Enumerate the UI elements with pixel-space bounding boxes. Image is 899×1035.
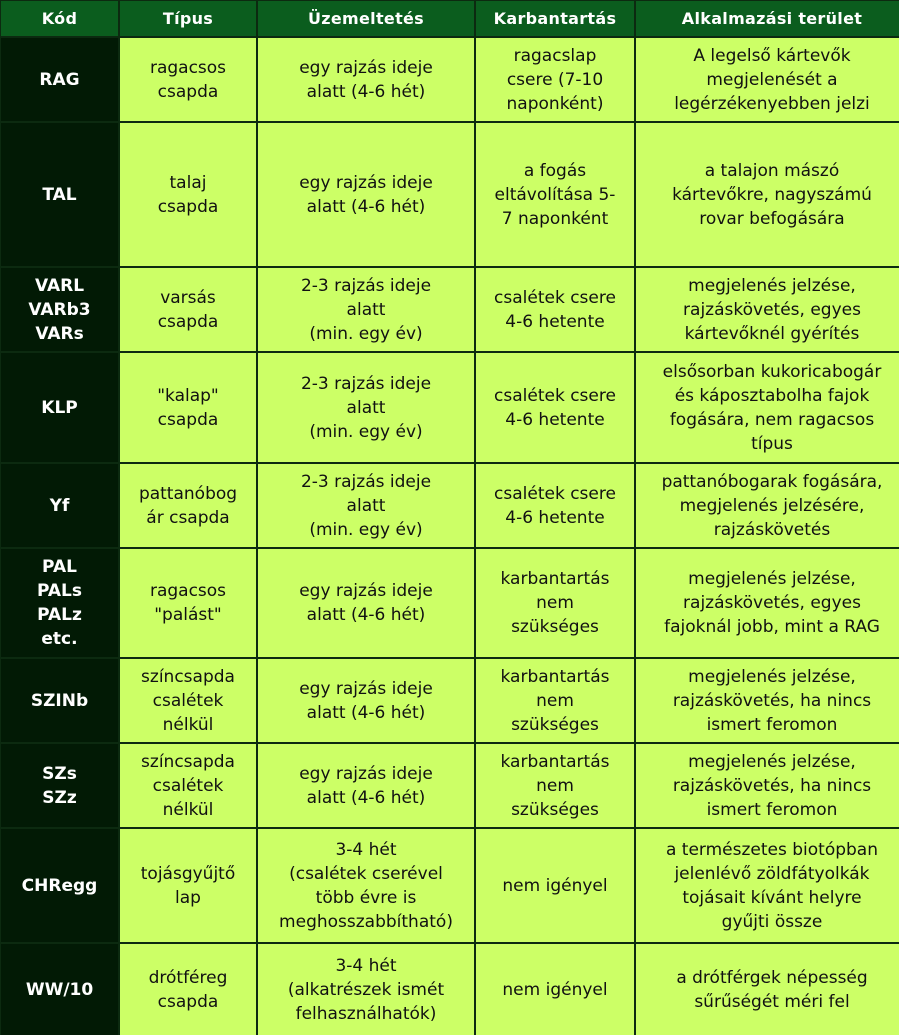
- row-maintenance: csalétek csere 4-6 hetente: [476, 464, 634, 547]
- row-operation: egy rajzás ideje alatt (4-6 hét): [258, 744, 474, 827]
- row-type: drótféreg csapda: [120, 944, 256, 1035]
- row-operation: 2-3 rajzás ideje alatt (min. egy év): [258, 353, 474, 462]
- row-maintenance: ragacslap csere (7-10 naponként): [476, 38, 634, 121]
- row-type: tojásgyűjtő lap: [120, 829, 256, 942]
- row-operation: 3-4 hét (csalétek cserével több évre is meghosszabbítható): [258, 829, 474, 942]
- row-maintenance: csalétek csere 4-6 hetente: [476, 268, 634, 351]
- row-maintenance: csalétek csere 4-6 hetente: [476, 353, 634, 462]
- row-type: varsás csapda: [120, 268, 256, 351]
- header-maintenance: Karbantartás: [476, 1, 634, 36]
- header-operation: Üzemeltetés: [258, 1, 474, 36]
- row-operation: egy rajzás ideje alatt (4-6 hét): [258, 659, 474, 742]
- row-maintenance: karbantartás nem szükséges: [476, 744, 634, 827]
- row-code: TAL: [1, 123, 118, 266]
- row-application: megjelenés jelzése, rajzáskövetés, ha nincs ismert feromon: [636, 659, 899, 742]
- header-application: Alkalmazási terület: [636, 1, 899, 36]
- row-operation: 2-3 rajzás ideje alatt (min. egy év): [258, 464, 474, 547]
- row-maintenance: nem igényel: [476, 829, 634, 942]
- row-type: pattanóbog ár csapda: [120, 464, 256, 547]
- row-code: Yf: [1, 464, 118, 547]
- row-application: megjelenés jelzése, rajzáskövetés, egyes kártevőknél gyérítés: [636, 268, 899, 351]
- row-type: talaj csapda: [120, 123, 256, 266]
- row-code: SZINb: [1, 659, 118, 742]
- row-code: WW/10: [1, 944, 118, 1035]
- row-application: pattanóbogarak fogására, megjelenés jelzésére, rajzáskövetés: [636, 464, 899, 547]
- row-maintenance: nem igényel: [476, 944, 634, 1035]
- row-operation: 2-3 rajzás ideje alatt (min. egy év): [258, 268, 474, 351]
- row-code: RAG: [1, 38, 118, 121]
- row-type: színcsapda csalétek nélkül: [120, 744, 256, 827]
- row-code: CHRegg: [1, 829, 118, 942]
- row-operation: egy rajzás ideje alatt (4-6 hét): [258, 38, 474, 121]
- row-application: a drótférgek népesség sűrűségét méri fel: [636, 944, 899, 1035]
- row-type: színcsapda csalétek nélkül: [120, 659, 256, 742]
- row-operation: egy rajzás ideje alatt (4-6 hét): [258, 123, 474, 266]
- row-type: ragacsos csapda: [120, 38, 256, 121]
- row-application: a talajon mászó kártevőkre, nagyszámú rovar befogására: [636, 123, 899, 266]
- row-operation: 3-4 hét (alkatrészek ismét felhasználhatók): [258, 944, 474, 1035]
- header-code: Kód: [1, 1, 118, 36]
- row-type: ragacsos "palást": [120, 549, 256, 657]
- row-maintenance: karbantartás nem szükséges: [476, 549, 634, 657]
- row-code: SZs SZz: [1, 744, 118, 827]
- row-application: elsősorban kukoricabogár és káposztabolha fajok fogására, nem ragacsos típus: [636, 353, 899, 462]
- row-operation: egy rajzás ideje alatt (4-6 hét): [258, 549, 474, 657]
- row-maintenance: a fogás eltávolítása 5- 7 naponként: [476, 123, 634, 266]
- row-maintenance: karbantartás nem szükséges: [476, 659, 634, 742]
- row-code: KLP: [1, 353, 118, 462]
- row-application: megjelenés jelzése, rajzáskövetés, ha nincs ismert feromon: [636, 744, 899, 827]
- row-code: VARL VARb3 VARs: [1, 268, 118, 351]
- row-application: A legelső kártevők megjelenését a legérzékenyebben jelzi: [636, 38, 899, 121]
- row-application: a természetes biotópban jelenlévő zöldfátyolkák tojásait kívánt helyre gyűjti össze: [636, 829, 899, 942]
- row-type: "kalap" csapda: [120, 353, 256, 462]
- header-type: Típus: [120, 1, 256, 36]
- row-application: megjelenés jelzése, rajzáskövetés, egyes fajoknál jobb, mint a RAG: [636, 549, 899, 657]
- row-code: PAL PALs PALz etc.: [1, 549, 118, 657]
